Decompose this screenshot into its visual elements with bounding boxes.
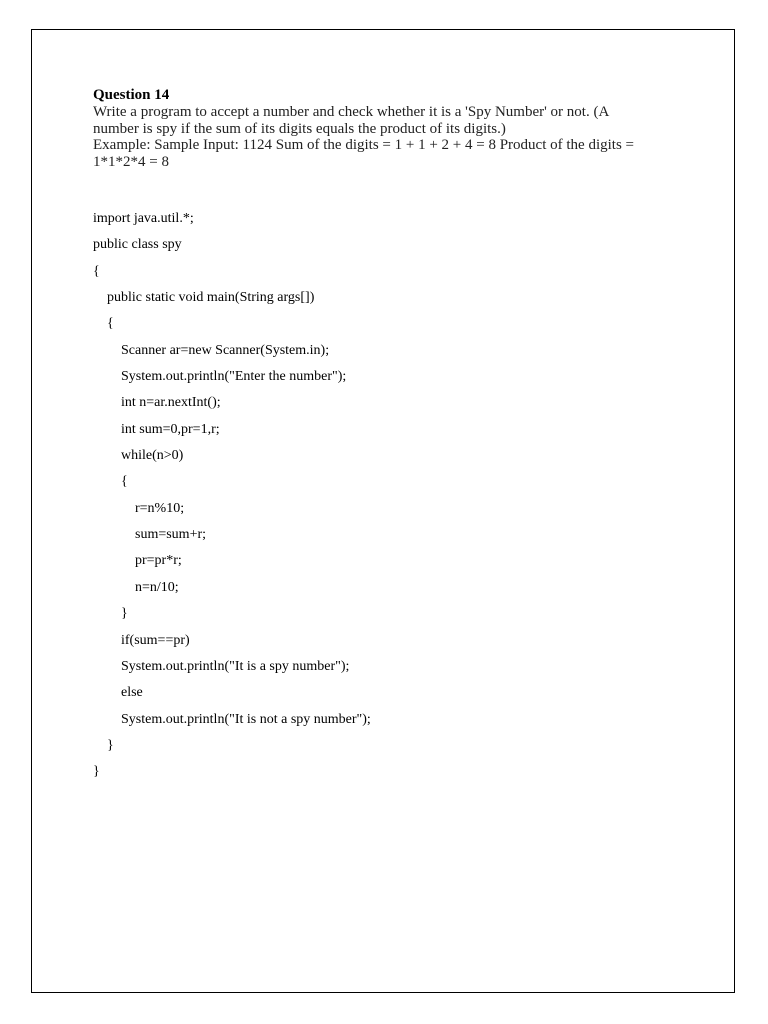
question-text-line-3: Example: Sample Input: 1124 Sum of the digits = 1 + 1 + 2 + 4 = 8 Product of the digits =	[93, 137, 634, 153]
code-line: }	[93, 737, 114, 753]
code-line: {	[93, 316, 114, 332]
code-line: r=n%10;	[93, 500, 185, 516]
code-line: public class spy	[93, 237, 182, 253]
code-line: System.out.println("Enter the number");	[93, 369, 347, 385]
question-text-line-1: Write a program to accept a number and check whether it is a 'Spy Number' or not. (A	[93, 104, 610, 120]
question-text-line-2: number is spy if the sum of its digits equals the product of its digits.)	[93, 120, 506, 137]
code-line: {	[93, 263, 100, 279]
code-line: int n=ar.nextInt();	[93, 395, 221, 411]
code-line: else	[93, 685, 143, 701]
code-line: sum=sum+r;	[93, 527, 207, 543]
code-line: pr=pr*r;	[93, 553, 182, 569]
code-line: Scanner ar=new Scanner(System.in);	[93, 342, 330, 358]
code-line: import java.util.*;	[93, 211, 194, 226]
code-line: System.out.println("It is a spy number");	[93, 658, 350, 674]
question-section	[93, 87, 673, 170]
code-line: while(n>0)	[93, 448, 184, 464]
code-line: n=n/10;	[93, 579, 179, 595]
code-line: public static void main(String args[])	[93, 290, 315, 306]
code-line: if(sum==pr)	[93, 632, 190, 648]
code-line: }	[93, 764, 100, 780]
question-heading: Question 14	[93, 87, 170, 103]
code-block	[93, 208, 673, 788]
code-line: {	[93, 474, 128, 490]
code-line: }	[93, 606, 128, 622]
code-line: System.out.println("It is not a spy number");	[93, 711, 371, 727]
question-text-line-4: 1*1*2*4 = 8	[93, 153, 169, 170]
code-line: int sum=0,pr=1,r;	[93, 421, 220, 437]
